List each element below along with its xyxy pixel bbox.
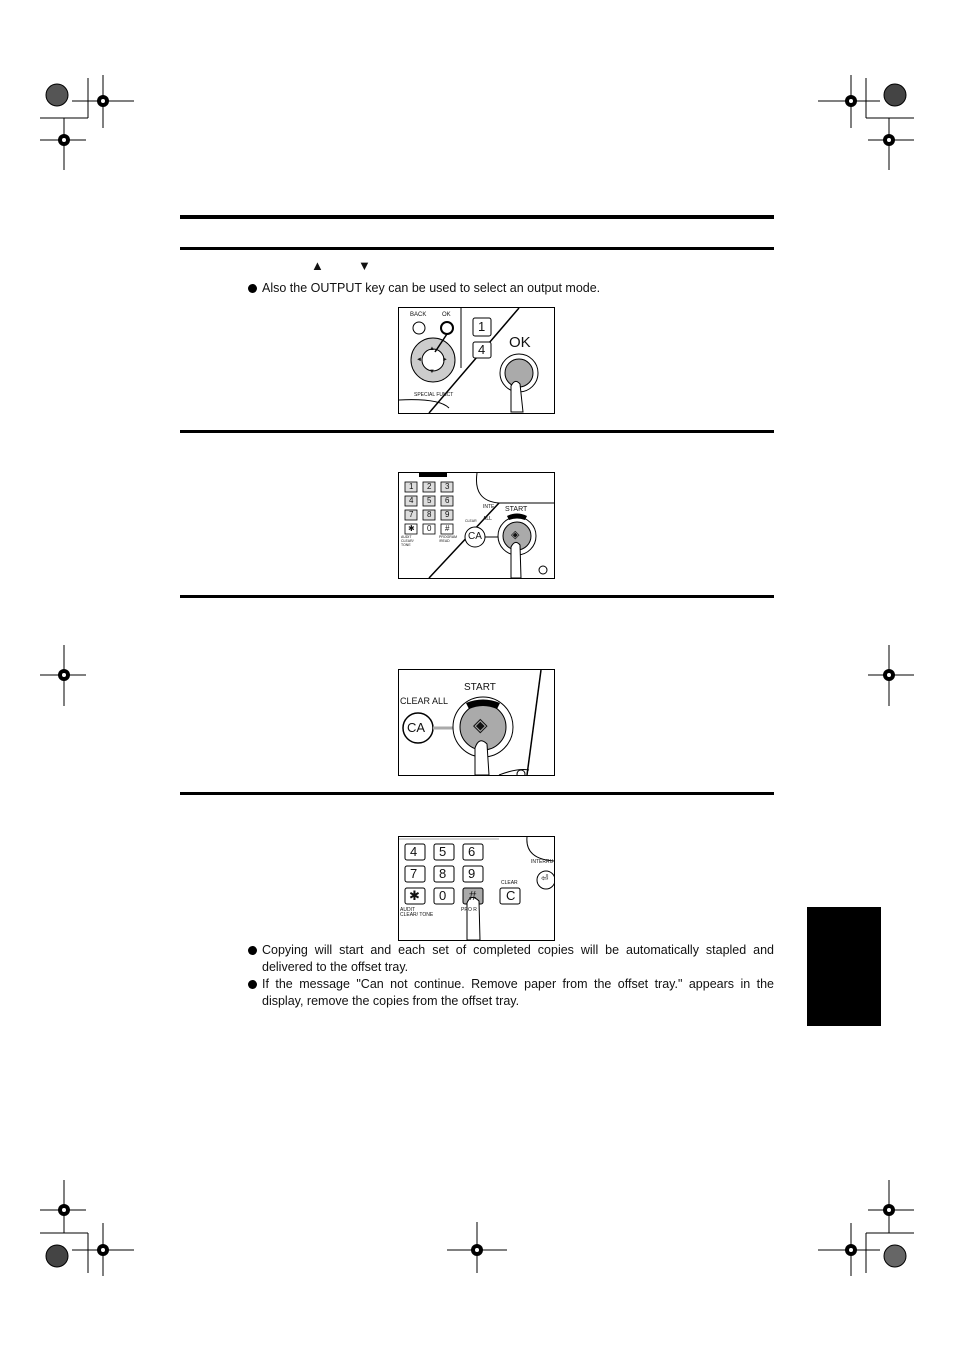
back-label: BACK — [410, 312, 427, 318]
keypad-key: 5 — [439, 844, 447, 859]
key-4: 4 — [478, 342, 486, 357]
key-1: 1 — [478, 319, 486, 334]
hash-key-illustration — [398, 836, 555, 941]
bullet-dot-icon — [248, 284, 257, 293]
keypad-key: 9 — [468, 866, 476, 881]
step1-bullet: Also the OUTPUT key can be used to select an output mode. — [248, 280, 774, 297]
ok-big-label: OK — [509, 334, 531, 351]
keypad-key: 3 — [445, 482, 450, 491]
keypad-key: 4 — [409, 496, 414, 505]
program-label: PROGRAM /READ — [439, 535, 458, 543]
keypad-key: 7 — [410, 866, 418, 881]
start-diamond-icon: ◈ — [511, 529, 520, 541]
all-label: ALL — [483, 516, 492, 522]
keypad-key: 1 — [409, 482, 414, 491]
header-rule — [180, 215, 774, 219]
bullet-dot-icon — [248, 946, 257, 955]
keypad-key: 2 — [427, 482, 432, 491]
ca-key: CA — [407, 720, 426, 735]
ok-key-illustration — [398, 307, 555, 414]
step-divider-4 — [180, 792, 774, 795]
start-label: START — [505, 506, 528, 513]
nav-left-icon: ◄ — [416, 357, 422, 363]
keypad-key: 4 — [410, 844, 418, 859]
step-divider-2 — [180, 430, 774, 433]
bullet-dot-icon — [248, 980, 257, 989]
keypad-key: 8 — [427, 510, 432, 519]
step-divider-1 — [180, 247, 774, 250]
nav-up-icon: ▲ — [429, 346, 435, 352]
start-diamond-icon: ◈ — [473, 715, 488, 736]
step-divider-3 — [180, 595, 774, 598]
keypad-key: ✱ — [409, 888, 420, 903]
interrupt-key-icon: ⏎ — [541, 873, 549, 883]
keypad-key: 6 — [468, 844, 476, 859]
chapter-tab — [807, 907, 881, 1026]
keypad-key: 9 — [445, 510, 450, 519]
ok-small-label: OK — [442, 312, 451, 318]
keypad-key: 7 — [409, 510, 414, 519]
step4-bullet-1: Copying will start and each set of completed copies will be automatically stapled and delivered to the offset tray. — [248, 942, 774, 976]
start-label: START — [464, 682, 496, 693]
hash-key: # — [469, 888, 477, 903]
special-function-label: SPECIAL FUNCT — [414, 392, 454, 398]
start-key-keypad-illustration — [398, 472, 555, 579]
nav-right-icon: ► — [442, 357, 448, 363]
inte-label: INTE — [483, 504, 495, 510]
ca-key: CA — [468, 531, 482, 542]
keypad-key: ✱ — [408, 524, 415, 533]
arrow-down-icon: ▼ — [358, 258, 371, 273]
audit-clear-label: AUDIT CLEAR/ TONE — [400, 907, 434, 918]
program-label: PRO R — [461, 907, 477, 913]
clear-key: C — [506, 888, 516, 903]
start-key-closeup-illustration — [398, 669, 555, 776]
nav-down-icon: ▼ — [429, 369, 435, 375]
clear-label: CLEAR — [501, 880, 518, 886]
keypad-key: 6 — [445, 496, 450, 505]
clear-all-label: CLEAR ALL — [400, 696, 449, 706]
arrow-up-icon: ▲ — [311, 258, 324, 273]
keypad-key: 5 — [427, 496, 432, 505]
keypad-key: 0 — [439, 888, 447, 903]
interrupt-label: INTERRU — [531, 859, 554, 865]
keypad-key: 0 — [427, 524, 432, 533]
keypad-key: 8 — [439, 866, 447, 881]
keypad-key: # — [445, 524, 450, 533]
audit-clear-label: AUDIT CLEAR/ TONE — [401, 535, 414, 547]
step4-bullet-2: If the message "Can not continue. Remove paper from the offset tray." appears in the display, remove the copies from the offset tray. — [248, 976, 774, 1010]
clear-label: CLEAR — [465, 519, 477, 523]
